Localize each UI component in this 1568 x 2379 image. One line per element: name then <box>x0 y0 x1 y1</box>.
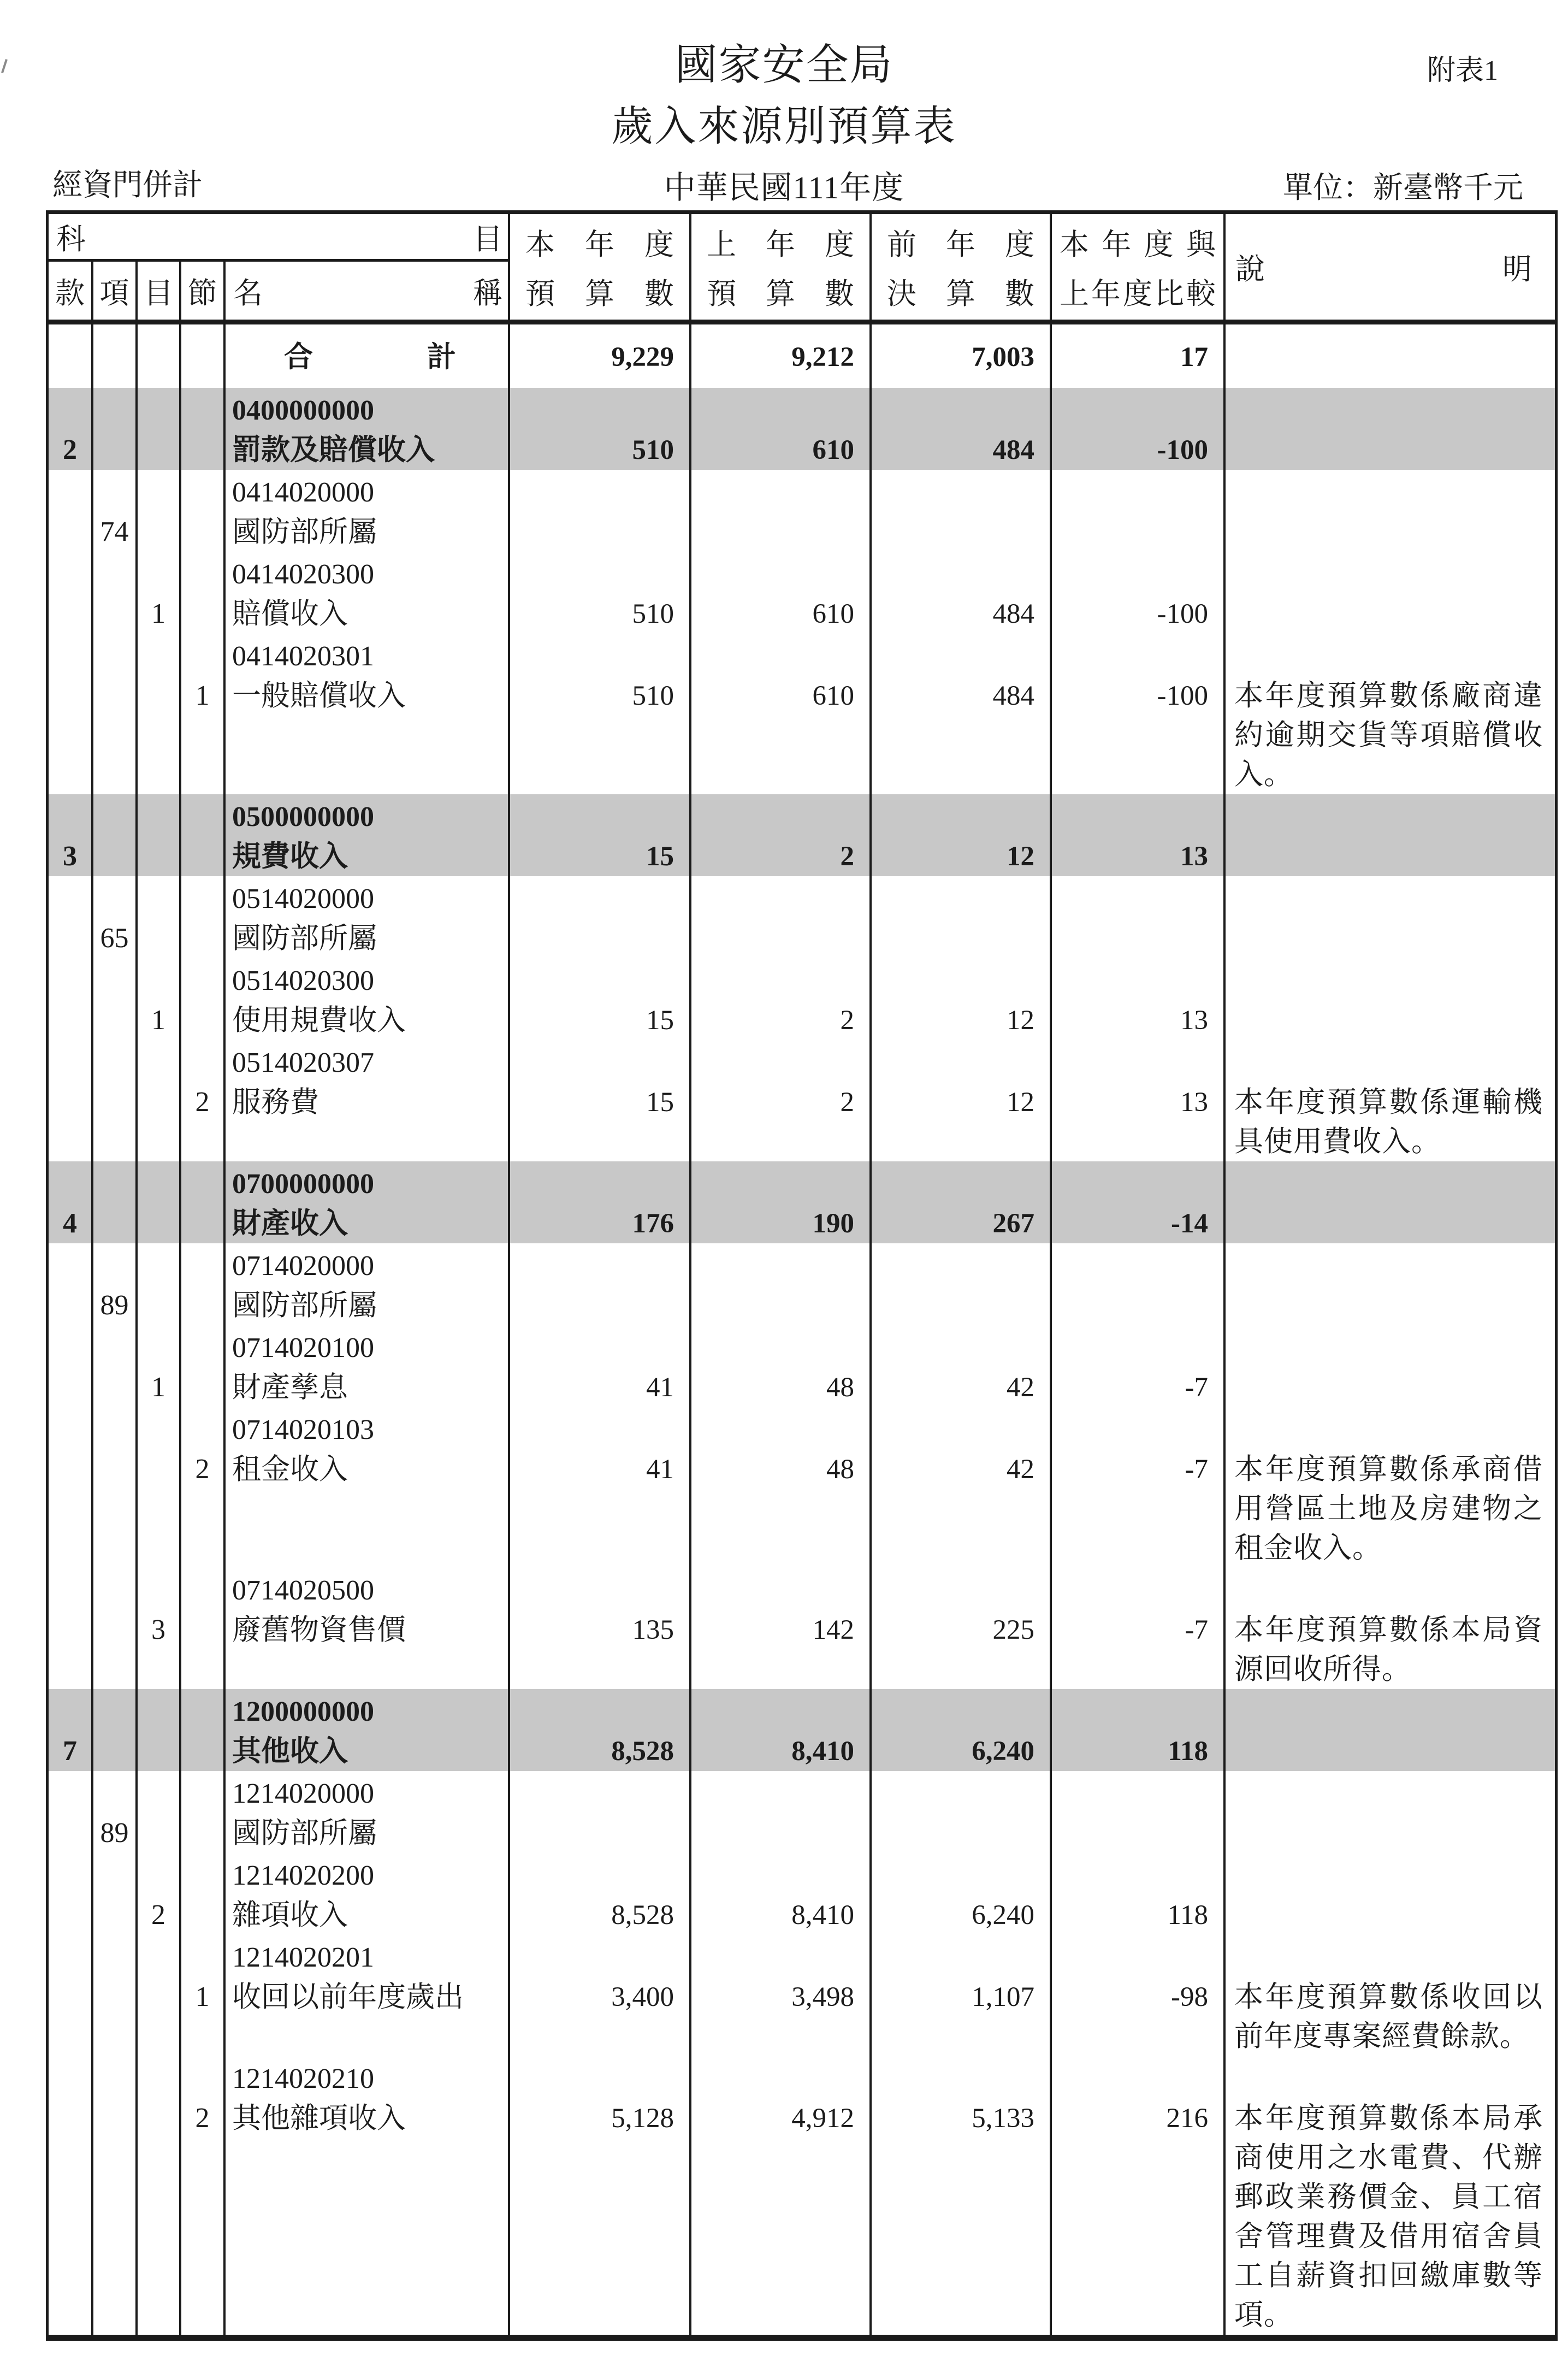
current-budget-cell: 3,400 <box>508 1935 689 2056</box>
mu-cell: 2 <box>135 1853 179 1935</box>
note-cell <box>1223 1325 1555 1407</box>
current-budget-cell: 15 <box>508 794 689 876</box>
mu-cell <box>135 324 179 388</box>
total-previous-budget: 9,212 <box>689 324 869 388</box>
name-cell <box>223 470 508 552</box>
kuan-cell <box>49 1935 91 2056</box>
name-cell <box>223 388 508 470</box>
note-cell <box>1223 1161 1555 1243</box>
account-code: 0414020300 <box>232 559 374 590</box>
kuan-cell: 3 <box>63 841 77 872</box>
xiang-cell <box>91 1568 135 1689</box>
note-cell <box>1223 1689 1555 1771</box>
comparison-cell: -100 <box>1050 634 1223 794</box>
name-cell <box>223 1325 508 1407</box>
mu-cell <box>135 876 179 958</box>
name-cell <box>223 1568 508 1689</box>
xiang-cell: 89 <box>91 1771 135 1853</box>
prior-actual-cell: 12 <box>869 794 1050 876</box>
jie-cell <box>179 876 223 958</box>
comparison-cell <box>1050 470 1223 552</box>
total-row <box>49 324 1555 388</box>
prior-actual-cell: 6,240 <box>869 1853 1050 1935</box>
previous-budget-cell: 142 <box>689 1568 869 1689</box>
previous-budget-cell: 48 <box>689 1325 869 1407</box>
account-code: 0714020500 <box>232 1575 374 1606</box>
header-name: 名 稱 <box>223 262 508 320</box>
xiang-cell <box>91 1040 135 1161</box>
total-prior-actual: 7,003 <box>869 324 1050 388</box>
account-name: 使用規費收入 <box>232 1005 406 1036</box>
account-code: 1214020201 <box>232 1942 374 1973</box>
current-budget-cell: 41 <box>508 1407 689 1568</box>
comparison-cell: -7 <box>1050 1568 1223 1689</box>
mu-cell <box>135 388 179 470</box>
mu-cell: 1 <box>135 552 179 634</box>
mu-cell <box>135 1771 179 1853</box>
current-budget-cell: 5,128 <box>508 2056 689 2335</box>
mu-cell <box>135 470 179 552</box>
account-name: 廢舊物資售價 <box>232 1614 406 1646</box>
account-name: 規費收入 <box>232 841 348 872</box>
prior-actual-cell: 5,133 <box>869 2056 1050 2335</box>
kuan-cell: 2 <box>63 434 77 465</box>
total-note-cell <box>1223 324 1555 388</box>
comparison-cell: -98 <box>1050 1935 1223 2056</box>
current-budget-cell: 41 <box>508 1325 689 1407</box>
jie-cell: 1 <box>179 634 223 794</box>
xiang-cell <box>91 1935 135 2056</box>
account-code: 0414020000 <box>232 477 374 508</box>
account-code: 0514020000 <box>232 883 374 914</box>
note-cell: 本年度預算數係本局資源回收所得。 <box>1223 1568 1555 1689</box>
header-previous-budget <box>689 214 869 320</box>
prior-actual-cell: 42 <box>869 1407 1050 1568</box>
jie-cell <box>179 1243 223 1325</box>
note-cell: 本年度預算數係收回以前年度專案經費餘款。 <box>1223 1935 1555 2056</box>
account-name: 收回以前年度歲出 <box>232 1981 464 2013</box>
comparison-cell <box>1050 876 1223 958</box>
account-name: 一般賠償收入 <box>232 680 406 712</box>
comparison-cell: -7 <box>1050 1407 1223 1568</box>
jie-cell <box>179 794 223 876</box>
jie-cell <box>179 1689 223 1771</box>
item-row <box>49 958 1555 1040</box>
name-cell <box>223 1935 508 2056</box>
current-budget-cell: 15 <box>508 1040 689 1161</box>
total-name-cell <box>223 324 508 388</box>
prior-actual-cell: 6,240 <box>869 1689 1050 1771</box>
kuan-cell <box>49 1040 91 1161</box>
total-current-budget: 9,229 <box>508 324 689 388</box>
note-cell: 本年度預算數係承商借用營區土地及房建物之租金收入。 <box>1223 1407 1555 1568</box>
jie-cell <box>179 470 223 552</box>
previous-budget-cell: 2 <box>689 794 869 876</box>
table-header <box>49 214 1555 324</box>
kuan-cell <box>49 2056 91 2335</box>
current-budget-cell: 176 <box>508 1161 689 1243</box>
previous-budget-cell: 8,410 <box>689 1853 869 1935</box>
previous-budget-cell: 190 <box>689 1161 869 1243</box>
account-name: 罰款及賠償收入 <box>232 434 435 466</box>
mu-cell: 3 <box>135 1568 179 1689</box>
mu-cell <box>135 634 179 794</box>
jie-cell <box>179 1771 223 1853</box>
prior-actual-cell <box>869 876 1050 958</box>
header-mu: 目 <box>135 262 179 320</box>
subject-subheader-row <box>49 262 508 320</box>
name-cell <box>223 2056 508 2335</box>
kuan-cell: 4 <box>63 1208 77 1239</box>
current-budget-cell: 510 <box>508 634 689 794</box>
account-code: 0414020301 <box>232 641 374 672</box>
subject-column-group <box>49 214 508 320</box>
account-code: 0714020100 <box>232 1332 374 1363</box>
name-cell <box>223 1243 508 1325</box>
kuan-cell <box>49 634 91 794</box>
previous-budget-cell <box>689 876 869 958</box>
name-cell <box>223 794 508 876</box>
prior-actual-cell: 267 <box>869 1161 1050 1243</box>
org-title: 國家安全局 <box>674 41 894 88</box>
item-row <box>49 876 1555 958</box>
unit-note: 單位：新臺幣千元 <box>1282 171 1523 204</box>
item-row <box>49 1771 1555 1853</box>
prior-actual-cell: 484 <box>869 634 1050 794</box>
name-cell <box>223 552 508 634</box>
total-label: 合 計 <box>284 341 456 373</box>
comparison-cell: -100 <box>1050 552 1223 634</box>
current-budget-cell: 135 <box>508 1568 689 1689</box>
note-cell: 本年度預算數係廠商違約逾期交貨等項賠償收入。 <box>1223 634 1555 794</box>
mu-cell: 1 <box>135 958 179 1040</box>
mu-cell <box>135 1689 179 1771</box>
item-row <box>49 1568 1555 1689</box>
previous-budget-cell: 2 <box>689 1040 869 1161</box>
item-row <box>49 634 1555 794</box>
name-cell <box>223 634 508 794</box>
kuan-cell <box>49 470 91 552</box>
account-code: 0514020300 <box>232 965 374 996</box>
mu-cell <box>135 1935 179 2056</box>
header-kuan: 款 <box>55 276 85 310</box>
kuan-cell <box>49 1853 91 1935</box>
previous-budget-cell <box>689 1771 869 1853</box>
item-row <box>49 2056 1555 2335</box>
kuan-cell <box>49 1325 91 1407</box>
account-code: 0500000000 <box>232 801 374 833</box>
note-cell <box>1223 552 1555 634</box>
header-prior-actual-line1: 前 年 度 <box>887 228 1034 261</box>
kuan-cell <box>49 1407 91 1568</box>
account-code: 0700000000 <box>232 1168 374 1200</box>
xiang-cell: 89 <box>91 1243 135 1325</box>
jie-cell <box>179 324 223 388</box>
kuan-cell <box>49 324 91 388</box>
account-name: 服務費 <box>232 1087 319 1118</box>
item-row <box>49 1040 1555 1161</box>
previous-budget-cell: 610 <box>689 388 869 470</box>
xiang-cell <box>91 324 135 388</box>
account-code: 1200000000 <box>232 1696 374 1727</box>
kuan-cell <box>49 958 91 1040</box>
item-row <box>49 470 1555 552</box>
mu-cell <box>135 1040 179 1161</box>
account-code: 1214020200 <box>232 1860 374 1891</box>
note-cell <box>1223 388 1555 470</box>
scope-note: 經資門併計 <box>52 168 203 202</box>
previous-budget-cell: 610 <box>689 634 869 794</box>
kuan-cell <box>49 552 91 634</box>
xiang-cell <box>91 958 135 1040</box>
kuan-cell <box>49 1568 91 1689</box>
previous-budget-cell <box>689 1243 869 1325</box>
header-xiang: 項 <box>91 262 135 320</box>
mu-cell <box>135 1407 179 1568</box>
account-name: 國防部所屬 <box>232 1817 377 1849</box>
xiang-cell: 65 <box>91 876 135 958</box>
appendix-label: 附表1 <box>1427 55 1498 86</box>
jie-cell <box>179 388 223 470</box>
jie-cell <box>179 552 223 634</box>
xiang-cell <box>91 1407 135 1568</box>
account-code: 1214020210 <box>232 2063 374 2094</box>
prior-actual-cell: 225 <box>869 1568 1050 1689</box>
name-cell <box>223 1161 508 1243</box>
item-row <box>49 1407 1555 1568</box>
header-prior-actual-line2: 決 算 數 <box>887 278 1034 310</box>
current-budget-cell <box>508 470 689 552</box>
current-budget-cell: 15 <box>508 958 689 1040</box>
jie-cell <box>179 1325 223 1407</box>
note-cell: 本年度預算數係運輸機具使用費收入。 <box>1223 1040 1555 1161</box>
header-comparison <box>1050 214 1223 320</box>
total-comparison: 17 <box>1050 324 1223 388</box>
account-code: 0514020307 <box>232 1047 374 1078</box>
account-code: 0714020000 <box>232 1250 374 1282</box>
jie-cell: 2 <box>179 1040 223 1161</box>
current-budget-cell: 8,528 <box>508 1853 689 1935</box>
prior-actual-cell: 12 <box>869 1040 1050 1161</box>
header-current-budget <box>508 214 689 320</box>
name-cell <box>223 876 508 958</box>
prior-actual-cell: 1,107 <box>869 1935 1050 2056</box>
header-previous-budget-line2: 預 算 數 <box>707 278 854 310</box>
item-row <box>49 1853 1555 1935</box>
comparison-cell: 13 <box>1050 1040 1223 1161</box>
xiang-cell <box>91 1161 135 1243</box>
account-code: 0714020103 <box>232 1414 374 1445</box>
name-cell <box>223 1853 508 1935</box>
xiang-cell <box>91 634 135 794</box>
comparison-cell: -7 <box>1050 1325 1223 1407</box>
name-cell <box>223 1040 508 1161</box>
comparison-cell <box>1050 1243 1223 1325</box>
account-name: 其他雜項收入 <box>232 2103 406 2134</box>
previous-budget-cell: 610 <box>689 552 869 634</box>
current-budget-cell <box>508 876 689 958</box>
previous-budget-cell: 8,410 <box>689 1689 869 1771</box>
xiang-cell <box>91 1853 135 1935</box>
jie-cell <box>179 1568 223 1689</box>
header-note: 說 明 <box>1223 214 1555 320</box>
prior-actual-cell: 484 <box>869 388 1050 470</box>
comparison-cell: 118 <box>1050 1853 1223 1935</box>
kuan-cell: 7 <box>63 1735 77 1767</box>
name-cell <box>223 1689 508 1771</box>
xiang-cell <box>91 552 135 634</box>
header-comparison-line1: 本 年 度 與 <box>1060 228 1216 261</box>
prior-actual-cell: 484 <box>869 552 1050 634</box>
xiang-cell: 74 <box>91 470 135 552</box>
note-cell: 本年度預算數係本局承商使用之水電費、代辦郵政業務價金、員工宿舍管理費及借用宿舍員工自薪資扣回繳庫數等項。 <box>1223 2056 1555 2335</box>
comparison-cell: 13 <box>1050 794 1223 876</box>
current-budget-cell <box>508 1771 689 1853</box>
header-current-budget-line2: 預 算 數 <box>525 278 674 310</box>
note-cell <box>1223 876 1555 958</box>
comparison-cell: 13 <box>1050 958 1223 1040</box>
current-budget-cell: 510 <box>508 552 689 634</box>
account-name: 雜項收入 <box>232 1899 348 1931</box>
header-current-budget-line1: 本 年 度 <box>525 228 674 261</box>
account-name: 賠償收入 <box>232 598 348 630</box>
comparison-cell: 118 <box>1050 1689 1223 1771</box>
comparison-cell <box>1050 1771 1223 1853</box>
mu-cell <box>135 1243 179 1325</box>
mu-cell <box>135 794 179 876</box>
section-row <box>49 794 1555 876</box>
comparison-cell: -14 <box>1050 1161 1223 1243</box>
note-cell <box>1223 1771 1555 1853</box>
header-previous-budget-line1: 上 年 度 <box>707 228 854 261</box>
account-name: 租金收入 <box>232 1454 348 1485</box>
note-cell <box>1223 794 1555 876</box>
note-cell <box>1223 470 1555 552</box>
prior-actual-cell <box>869 1243 1050 1325</box>
account-code: 1214020000 <box>232 1778 374 1809</box>
year-label: 中華民國111年度 <box>664 170 904 205</box>
header-prior-actual <box>869 214 1050 320</box>
name-cell <box>223 958 508 1040</box>
item-row <box>49 1243 1555 1325</box>
note-cell <box>1223 1853 1555 1935</box>
name-cell <box>223 1771 508 1853</box>
comparison-cell: 216 <box>1050 2056 1223 2335</box>
xiang-cell <box>91 1689 135 1771</box>
account-name: 其他收入 <box>232 1735 348 1767</box>
account-name: 財產孳息 <box>232 1372 348 1403</box>
account-name: 國防部所屬 <box>232 923 377 954</box>
account-name: 國防部所屬 <box>232 516 377 548</box>
xiang-cell <box>91 794 135 876</box>
revenue-budget-table <box>46 210 1558 2341</box>
jie-cell <box>179 958 223 1040</box>
previous-budget-cell: 48 <box>689 1407 869 1568</box>
previous-budget-cell: 2 <box>689 958 869 1040</box>
mu-cell <box>135 1161 179 1243</box>
kuan-cell <box>49 1243 91 1325</box>
prior-actual-cell <box>869 470 1050 552</box>
item-row <box>49 1935 1555 2056</box>
item-row <box>49 552 1555 634</box>
jie-cell: 1 <box>179 1935 223 2056</box>
name-cell <box>223 1407 508 1568</box>
account-name: 財產收入 <box>232 1208 348 1239</box>
prior-actual-cell <box>869 1771 1050 1853</box>
section-row <box>49 1161 1555 1243</box>
prior-actual-cell: 12 <box>869 958 1050 1040</box>
note-cell <box>1223 1243 1555 1325</box>
account-code: 0400000000 <box>232 395 374 426</box>
section-row <box>49 388 1555 470</box>
kuan-cell <box>49 1771 91 1853</box>
xiang-cell <box>91 388 135 470</box>
current-budget-cell: 8,528 <box>508 1689 689 1771</box>
jie-cell <box>179 1161 223 1243</box>
xiang-cell <box>91 2056 135 2335</box>
xiang-cell <box>91 1325 135 1407</box>
prior-actual-cell: 42 <box>869 1325 1050 1407</box>
kuan-cell <box>49 876 91 958</box>
previous-budget-cell <box>689 470 869 552</box>
mu-cell <box>135 2056 179 2335</box>
header-jie: 節 <box>179 262 223 320</box>
item-row <box>49 1325 1555 1407</box>
previous-budget-cell: 3,498 <box>689 1935 869 2056</box>
section-row <box>49 1689 1555 1771</box>
current-budget-cell: 510 <box>508 388 689 470</box>
mu-cell: 1 <box>135 1325 179 1407</box>
header-comparison-line2: 上 年 度 比 較 <box>1060 278 1216 310</box>
note-cell <box>1223 958 1555 1040</box>
jie-cell: 2 <box>179 1407 223 1568</box>
account-name: 國防部所屬 <box>232 1290 377 1321</box>
current-budget-cell <box>508 1243 689 1325</box>
jie-cell: 2 <box>179 2056 223 2335</box>
jie-cell <box>179 1853 223 1935</box>
table-body <box>49 388 1555 2335</box>
header-subject: 科 目 <box>49 214 508 262</box>
doc-title: 歲入來源別預算表 <box>611 104 957 150</box>
previous-budget-cell: 4,912 <box>689 2056 869 2335</box>
comparison-cell: -100 <box>1050 388 1223 470</box>
